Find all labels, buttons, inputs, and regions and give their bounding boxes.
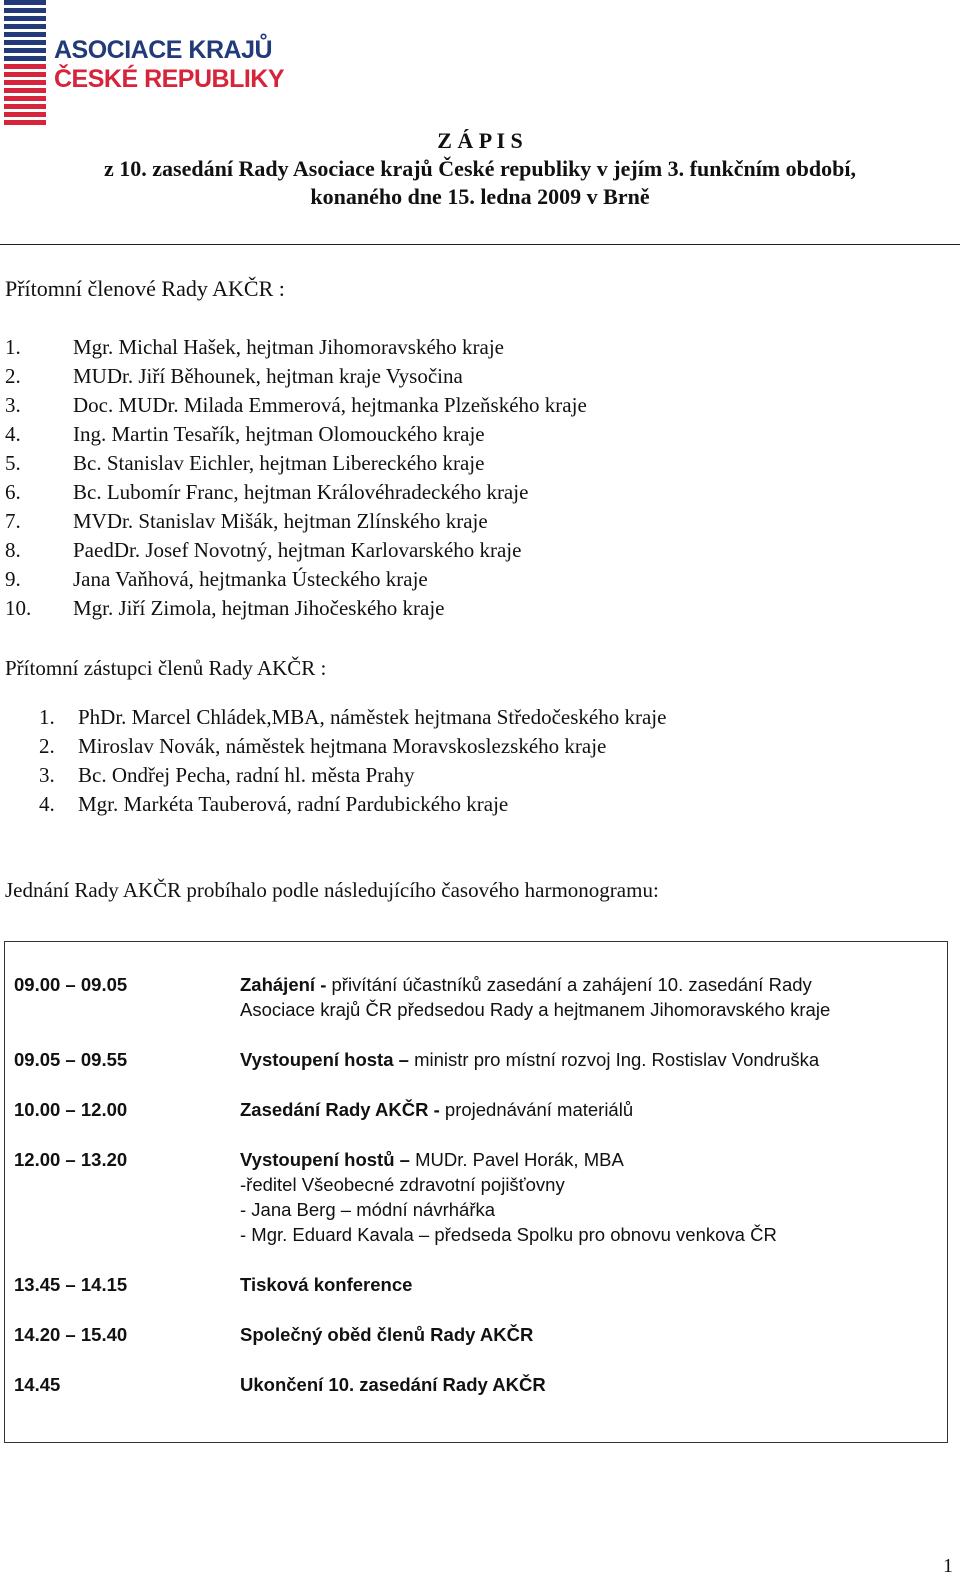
logo-stripe [4,24,46,29]
title-line-3: konaného dne 15. ledna 2009 v Brně [310,184,650,209]
logo-stripe [4,48,46,53]
schedule-time: 09.05 – 09.55 [14,1049,128,1070]
logo-stripe [4,16,46,21]
document-title [0,127,960,211]
schedule-table [4,941,948,1443]
schedule-time: 10.00 – 12.00 [14,1099,128,1120]
logo-stripe [4,72,46,77]
logo-stripe [4,96,46,101]
schedule-time: 14.45 [14,1374,61,1395]
schedule-description: Zahájení - přivítání účastníků zasedání a zahájení 10. zasedání Rady Asociace krajů ČR předsedou Rady a hejtmanem Jihomoravského kraje [240,974,831,1020]
title-line-1: Z Á P I S [437,128,523,153]
schedule-time: 13.45 – 14.15 [14,1274,128,1295]
schedule-time: 09.00 – 09.05 [14,974,128,995]
divider [0,244,960,245]
schedule-description: Tisková konference [240,1274,413,1295]
logo-stripe [4,64,46,69]
logo-stripe [4,8,46,13]
logo-stripe [4,40,46,45]
logo-stripes-icon [4,0,46,128]
page-number: 1 [943,1555,953,1577]
schedule-time: 12.00 – 13.20 [14,1149,128,1170]
members-heading: Přítomní členové Rady AKČR : [5,276,285,301]
schedule-description: Vystoupení hosta – ministr pro místní rozvoj Ing. Rostislav Vondruška [240,1049,820,1070]
title-line-2: z 10. zasedání Rady Asociace krajů České republiky v jejím 3. funkčním období, [104,156,856,181]
logo-stripe [4,0,46,5]
schedule-description: Zasedání Rady AKČR - projednávání materiálů [240,1099,634,1120]
logo [4,0,284,130]
schedule-description: Vystoupení hostů – MUDr. Pavel Horák, MBA -ředitel Všeobecné zdravotní pojišťovny - Jana Berg – módní návrhářka - Mgr. Eduard Kavala – předseda Spolku pro obnovu venkova ČR [240,1149,777,1245]
logo-stripe [4,120,46,125]
logo-stripe [4,80,46,85]
logo-text-line2: ČESKÉ REPUBLIKY [54,65,285,93]
deputies-heading: Přítomní zástupci členů Rady AKČR : [5,656,327,680]
logo-stripe [4,88,46,93]
schedule-description: Ukončení 10. zasedání Rady AKČR [240,1374,546,1395]
logo-stripe [4,104,46,109]
schedule-time: 14.20 – 15.40 [14,1324,128,1345]
logo-text-line1: ASOCIACE KRAJŮ [54,36,273,64]
logo-stripe [4,32,46,37]
logo-stripe [4,112,46,117]
schedule-intro: Jednání Rady AKČR probíhalo podle následujícího časového harmonogramu: [5,878,659,902]
logo-stripe [4,56,46,61]
schedule-description: Společný oběd členů Rady AKČR [240,1324,534,1345]
